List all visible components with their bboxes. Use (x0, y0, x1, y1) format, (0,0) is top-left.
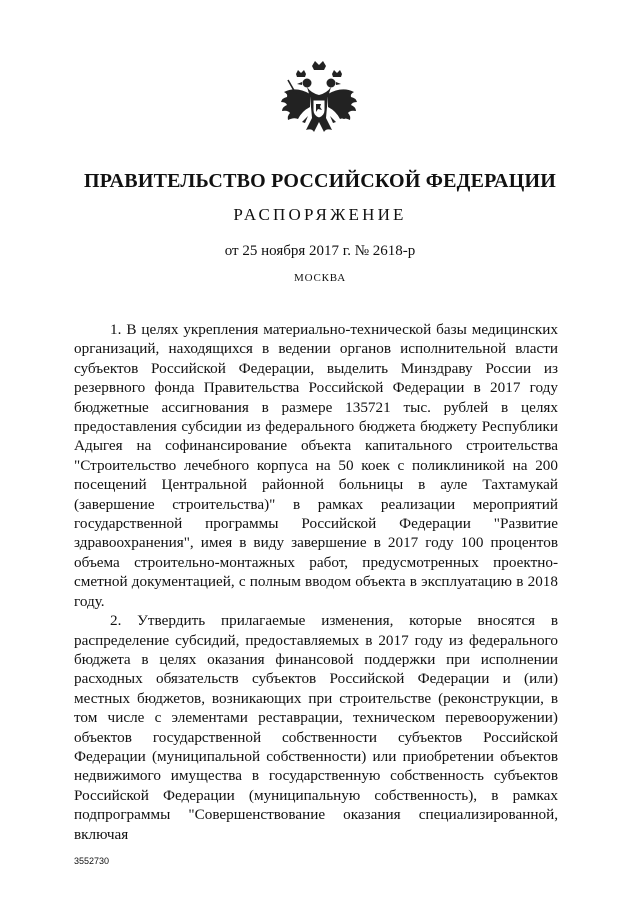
document-type: РАСПОРЯЖЕНИЕ (233, 205, 407, 224)
document-code: 3552730 (74, 856, 110, 866)
document-body (74, 320, 558, 844)
document-city: МОСКВА (294, 272, 346, 284)
document-date-number: от 25 ноября 2017 г. № 2618-р (224, 243, 416, 259)
coat-of-arms-icon (274, 56, 364, 146)
paragraph-1: 1. В целях укрепления материально-технической базы медицинских организаций, находящихся в ведении органов исполнительной власти субъектов Российской Федерации, выделить Минздраву России из резервного фонда Правительства Российской Федерации в 2017 году бюджетные ассигнования в размере 135721 тыс. рублей в целях предоставления субсидии из федерального бюджета бюджету Республики Адыгея на софинансирование объекта капитального строительства "Строительство лечебного корпуса на 50 коек с поликлиникой на 200 посещений Центральной районной больницы в ауле Тахтамукай (завершение строительства)" в рамках реализации мероприятий государственной программы Российской Федерации "Развитие здравоохранения", имея в виду завершение в 2017 году 100 процентов объема строительно-монтажных работ, предусмотренных проектно-сметной документацией, с полным вводом объекта в эксплуатацию в 2018 году. (74, 321, 558, 610)
paragraph-2: 2. Утвердить прилагаемые изменения, которые вносятся в распределение субсидий, предоставляемых в 2017 году из федерального бюджета в целях оказания финансовой поддержки при исполнении расходных обязательств субъектов Российской Федерации и (или) местных бюджетов, возникающих при строительстве (реконструкции, в том числе с элементами реставрации, техническом перевооружении) объектов государственной собственности субъектов Российской Федерации (муниципальной собственности) или приобретении объектов недвижимого имущества в государственную собственность субъектов Российской Федерации (муниципальную собственность), в рамках подпрограммы "Совершенствование оказания специализированной, включая (74, 612, 558, 843)
government-title: ПРАВИТЕЛЬСТВО РОССИЙСКОЙ ФЕДЕРАЦИИ (84, 170, 556, 192)
